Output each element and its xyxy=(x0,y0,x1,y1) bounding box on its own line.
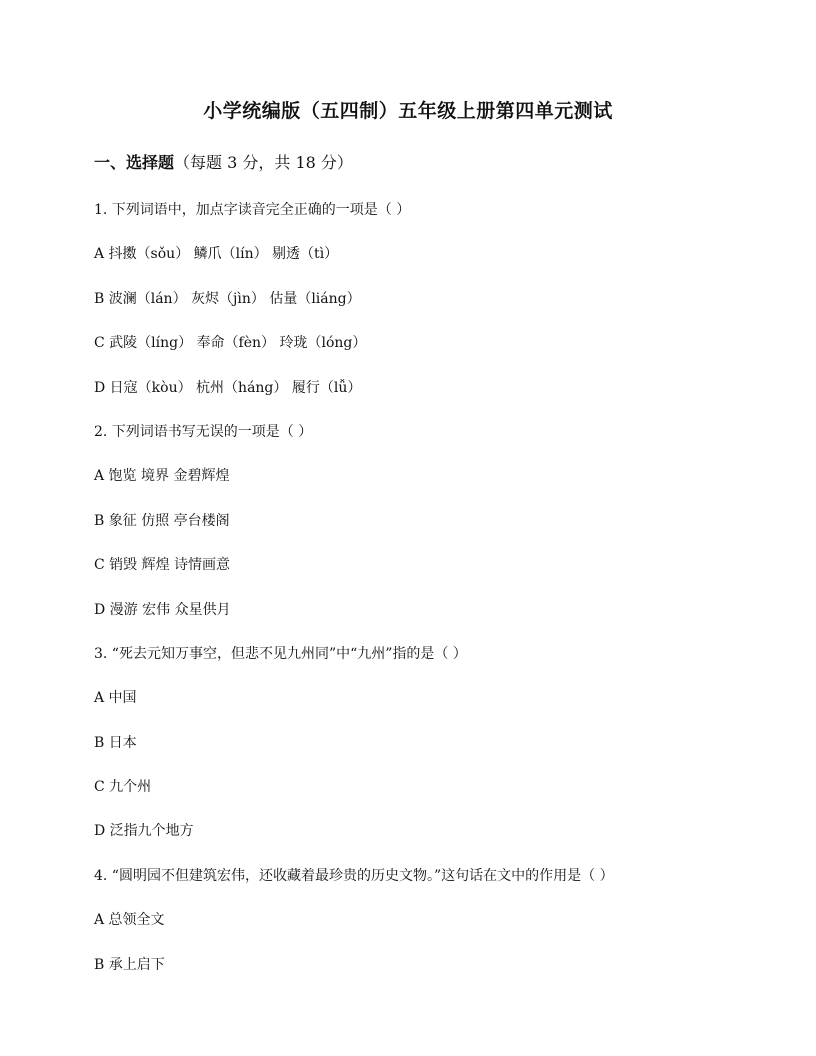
question-4-option-a: A 总领全文 xyxy=(94,912,165,929)
question-1-option-d: D 日寇（kòu） 杭州（háng） 履行（lǚ） xyxy=(94,379,362,396)
question-3-option-d: D 泛指九个地方 xyxy=(94,823,194,840)
section-heading-label: 一、选择题 xyxy=(94,153,175,172)
question-1-option-b: B 波澜（lán） 灰烬（jìn） 估量（liáng） xyxy=(94,290,361,307)
question-1-option-a: A 抖擞（sǒu） 鳞爪（lín） 剔透（tì） xyxy=(94,246,339,263)
question-2-option-c: C 销毁 辉煌 诗情画意 xyxy=(94,557,231,574)
question-3-option-a: A 中国 xyxy=(94,690,137,707)
question-2-stem: 2. 下列词语书写无误的一项是（ ） xyxy=(94,423,313,440)
question-3-option-b: B 日本 xyxy=(94,734,137,751)
question-3-stem: 3. “死去元知万事空，但悲不见九州同”中“九州”指的是（ ） xyxy=(94,645,467,662)
question-1-stem: 1. 下列词语中，加点字读音完全正确的一项是（ ） xyxy=(94,202,411,218)
section-heading-note: （每题 3 分，共 18 分） xyxy=(174,153,353,172)
question-2-option-a: A 饱览 境界 金碧辉煌 xyxy=(94,468,230,485)
question-list xyxy=(94,200,774,999)
question-2-option-b: B 象征 仿照 亭台楼阁 xyxy=(94,512,230,529)
question-1-option-c: C 武陵（líng） 奉命（fèn） 玲珑（lóng） xyxy=(94,335,367,352)
question-4-option-b: B 承上启下 xyxy=(94,956,165,973)
section-heading xyxy=(94,150,353,173)
document-title: 小学统编版（五四制）五年级上册第四单元测试 xyxy=(203,100,613,122)
question-3-option-c: C 九个州 xyxy=(94,779,152,796)
question-4-stem: 4. “圆明园不但建筑宏伟，还收藏着最珍贵的历史文物。”这句话在文中的作用是（ ） xyxy=(94,867,614,884)
question-2-option-d: D 漫游 宏伟 众星供月 xyxy=(94,601,231,618)
